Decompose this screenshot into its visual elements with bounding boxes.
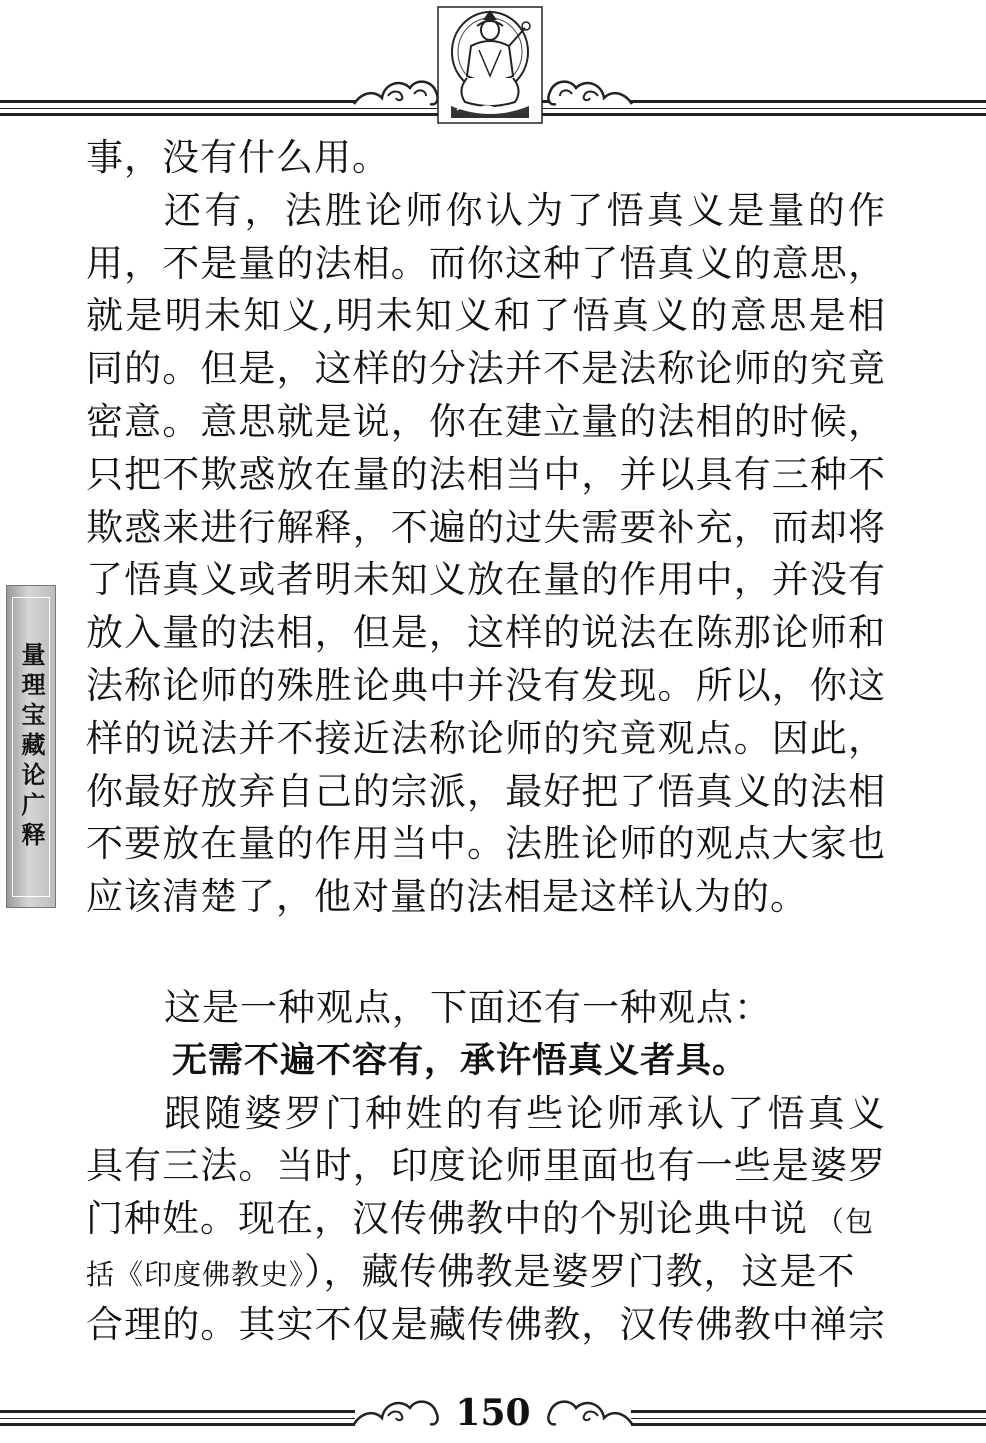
- text-line: 只把不欺惑放在量的法相当中，并以具有三种不: [86, 452, 886, 496]
- text-line: 还有，法胜论师你认为了悟真义是量的作: [164, 188, 886, 232]
- paragraph-gap: [86, 924, 886, 982]
- text-line: 欺惑来进行解释，不遍的过失需要补充，而却将: [86, 505, 886, 549]
- deity-illustration-icon: [437, 6, 543, 124]
- paren-open: （包: [816, 1205, 875, 1239]
- side-tab-book-title: [6, 585, 56, 908]
- page-number: 150: [455, 1392, 531, 1434]
- text-line: 密意。意思就是说，你在建立量的法相的时候，: [86, 399, 886, 443]
- text-line: 样的说法并不接近法称论师的究竟观点。因此，: [86, 716, 886, 760]
- text-line-mixed: [86, 1246, 886, 1299]
- small-text-run: 括《印度佛教史》: [86, 1257, 305, 1291]
- side-tab-title: 量理宝藏论广释: [17, 641, 46, 852]
- text-line: 跟随婆罗门种姓的有些论师承认了悟真义: [164, 1091, 886, 1135]
- text-line: 事，没有什么用。: [86, 136, 390, 179]
- text-line: 同的。但是，这样的分法并不是法称论师的究竟: [86, 347, 886, 391]
- text-line: 合理的。其实不仅是藏传佛教，汉传佛教中禅宗: [86, 1302, 886, 1346]
- cloud-ornament-right-icon: [546, 74, 634, 108]
- text-line: 就是明未知义,明未知义和了悟真义的意思是相: [86, 294, 886, 338]
- cloud-ornament-left-icon: [352, 74, 440, 108]
- text-line: 不要放在量的作用当中。法胜论师的观点大家也: [86, 822, 886, 866]
- transition-line: 这是一种观点，下面还有一种观点：: [164, 985, 772, 1029]
- text-line: 应该清楚了，他对量的法相是这样认为的。: [86, 875, 808, 919]
- text-line: 用，不是量的法相。而你这种了悟真义的意思，: [86, 241, 886, 285]
- body-text: [86, 132, 886, 1352]
- text-run: ），藏传佛教是婆罗门教，这是不: [304, 1249, 856, 1293]
- text-line: 了悟真义或者明未知义放在量的作用中，并没有: [86, 558, 886, 602]
- text-line-with-paren: [86, 1193, 886, 1246]
- text-line: 具有三法。当时，印度论师里面也有一些是婆罗: [86, 1144, 886, 1188]
- text-run: 门种姓。现在，汉传佛教中的个别论典中说: [86, 1197, 808, 1241]
- root-verse: 无需不遍不容有，承许悟真义者具。: [172, 1040, 749, 1081]
- text-line: 你最好放弃自己的宗派，最好把了悟真义的法相: [86, 769, 886, 813]
- text-line: 法称论师的殊胜论典中并没有发现。所以，你这: [86, 663, 886, 707]
- side-tab-frame: [12, 597, 50, 897]
- text-line: 放入量的法相，但是，这样的说法在陈那论师和: [86, 611, 886, 655]
